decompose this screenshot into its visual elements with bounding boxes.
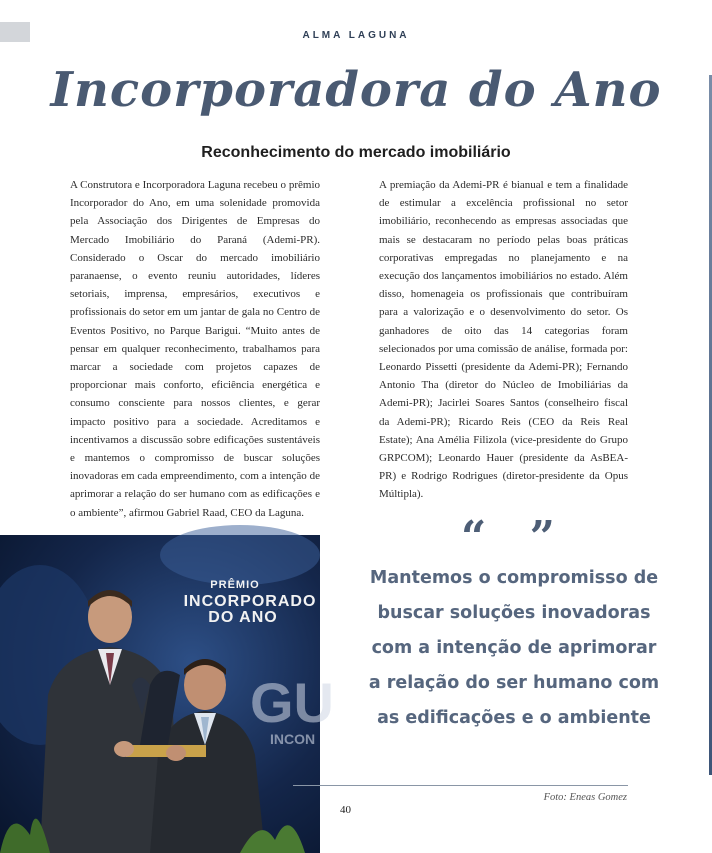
footer-rule	[293, 785, 628, 786]
section-label: ALMA LAGUNA	[302, 30, 410, 41]
article-right-text: A premiação da Ademi-PR é bianual e tem a finalidade de estimular a excelência profissional no setor imobiliário, reconhecendo as empresas associadas que mais se destacaram no período pelas boas práticas corporativas empregadas no planejamento e na execução dos lançamentos imobiliários no estado. Além disso, homenageia os profissionais que contribuíram para a valorização e o desenvolvimento do setor. Os ganhadores de oito das 14 categorias foram selecionados por uma comissão de análise, formada por: Leonardo Pissetti (presidente da Ademi-PR); Fernando Antonio Tha (diretor do Núcleo de Imobiliárias da Ademi-PR); Jacirlei Soares Santos (conselheiro fiscal da Ademi-PR); Ricardo Reis (CEO da Reis Real Estate); Ana Amélia Filizola (vice-presidente do Grupo GRPCOM); Leonardo Hauer (presidente da AsBEA-PR) e Rodrigo Rodrigues (diretor-presidente da Opus Múltipla).	[379, 179, 628, 501]
page-number: 40	[340, 804, 351, 816]
article-left-text: A Construtora e Incorporadora Laguna recebeu o prêmio Incorporador do Ano, em uma solenidade promovida pela Associação dos Dirigentes de Empresas do Mercado Imobiliário do Paraná (Ademi-PR). Considerado o Oscar do mercado imobiliário paranaense, o evento reuniu autoridades, líderes setoriais, imprensa, empresários, executivos e profissionais do setor em um jantar de gala no Centro de Eventos Positivo, no Parque Barigui. “Muito antes de pensar em qualquer reconhecimento, trabalhamos para marcar a sociedade com projetos capazes de proporcionar mais conforto, eficiência energética e consumo consciente para nossos clientes, e gerar impacto positivo para a sociedade. Acreditamos e incentivamos a discussão sobre edificações sustentáveis e mantemos o compromisso de buscar soluções inovadoras em cada empreendimento, com a intenção de aprimorar a relação do ser humano com as edificações e o ambiente”, afirmou Gabriel Raad, CEO da Laguna.	[70, 179, 320, 519]
page-title: Incorporadora do Ano	[50, 62, 662, 118]
article-right-column	[379, 176, 628, 504]
banner-line-1: PRÊMIO	[210, 579, 260, 591]
photo-credit: Foto: Eneas Gomez	[543, 792, 627, 803]
banner-line-3: DO ANO	[208, 609, 278, 626]
quote-marks: “ ”	[461, 512, 569, 563]
pull-quote: Mantemos o compromisso de buscar soluções inovadoras com a intenção de aprimorar a relação do ser humano com as edificações e o ambiente	[368, 568, 660, 728]
backdrop-brand-sub: INCON	[270, 731, 316, 747]
page-subtitle: Reconhecimento do mercado imobiliário	[201, 144, 511, 161]
award-photo	[0, 535, 334, 853]
banner-line-2: INCORPORADO	[183, 593, 317, 610]
article-left-column	[70, 176, 320, 522]
backdrop-brand-fragment: GU	[250, 671, 334, 734]
